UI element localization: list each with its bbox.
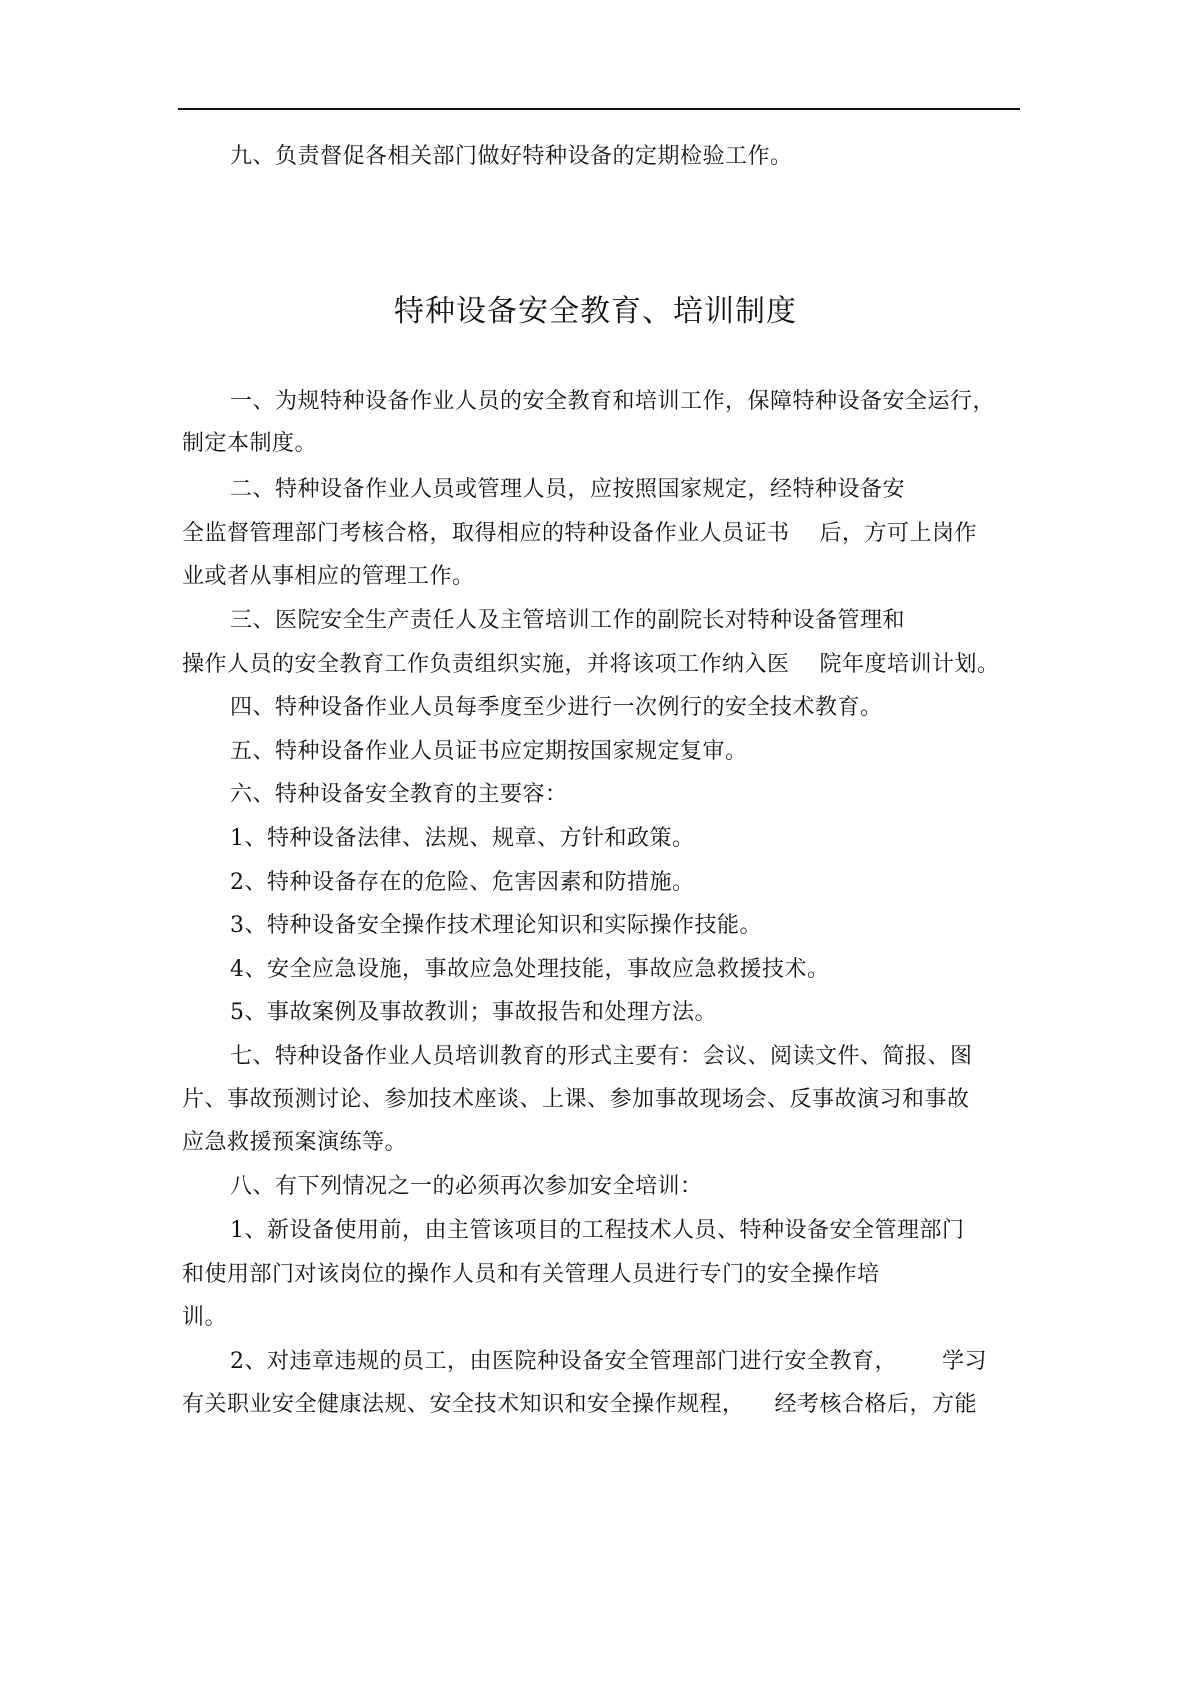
body-line: 1、新设备使用前，由主管该项目的工程技术人员、特种设备安全管理部门 [230, 1218, 965, 1243]
body-line: 训。 [182, 1305, 228, 1330]
document-title: 特种设备安全教育、培训制度 [394, 294, 797, 329]
preceding-item: 九、负责督促各相关部门做好特种设备的定期检验工作。 [230, 144, 793, 169]
body-line: 四、特种设备作业人员每季度至少进行一次例行的安全技术教育。 [230, 695, 883, 720]
body-line: 片、事故预测讨论、参加技术座谈、上课、参加事故现场会、反事故演习和事故 [182, 1087, 970, 1112]
body-line: 操作人员的安全教育工作负责组织实施，并将该项工作纳入医 院年度培训计划。 [182, 652, 1000, 677]
body-line: 二、特种设备作业人员或管理人员，应按照国家规定，经特种设备安 [230, 477, 906, 502]
header-rule [178, 108, 1020, 110]
body-line: 制定本制度。 [182, 431, 318, 456]
body-line: 全监督管理部门考核合格，取得相应的特种设备作业人员证书 后，方可上岗作 [182, 521, 977, 546]
body-line: 3、特种设备安全操作技术理论知识和实际操作技能。 [230, 913, 762, 938]
body-line: 七、特种设备作业人员培训教育的形式主要有：会议、阅读文件、简报、图 [230, 1044, 973, 1069]
body-line: 1、特种设备法律、法规、规章、方针和政策。 [230, 826, 695, 851]
body-line: 有关职业安全健康法规、安全技术知识和安全操作规程， 经考核合格后，方能 [182, 1392, 977, 1417]
body-line: 一、为规特种设备作业人员的安全教育和培训工作，保障特种设备安全运行， [230, 389, 996, 414]
body-line: 五、特种设备作业人员证书应定期按国家规定复审。 [230, 739, 748, 764]
body-line: 八、有下列情况之一的必须再次参加安全培训： [230, 1174, 703, 1199]
body-line: 应急救援预案演练等。 [182, 1130, 408, 1155]
body-line: 2、特种设备存在的危险、危害因素和防措施。 [230, 870, 695, 895]
body-line: 六、特种设备安全教育的主要容： [230, 782, 568, 807]
body-line: 4、安全应急设施，事故应急处理技能，事故应急救援技术。 [230, 957, 830, 982]
body-line: 业或者从事相应的管理工作。 [182, 564, 475, 589]
body-line: 5、事故案例及事故教训；事故报告和处理方法。 [230, 1000, 717, 1025]
body-line: 三、医院安全生产责任人及主管培训工作的副院长对特种设备管理和 [230, 608, 906, 633]
body-line: 和使用部门对该岗位的操作人员和有关管理人员进行专门的安全操作培 [182, 1262, 880, 1287]
body-line: 2、对违章违规的员工，由医院种设备安全管理部门进行安全教育， 学习 [230, 1349, 987, 1374]
